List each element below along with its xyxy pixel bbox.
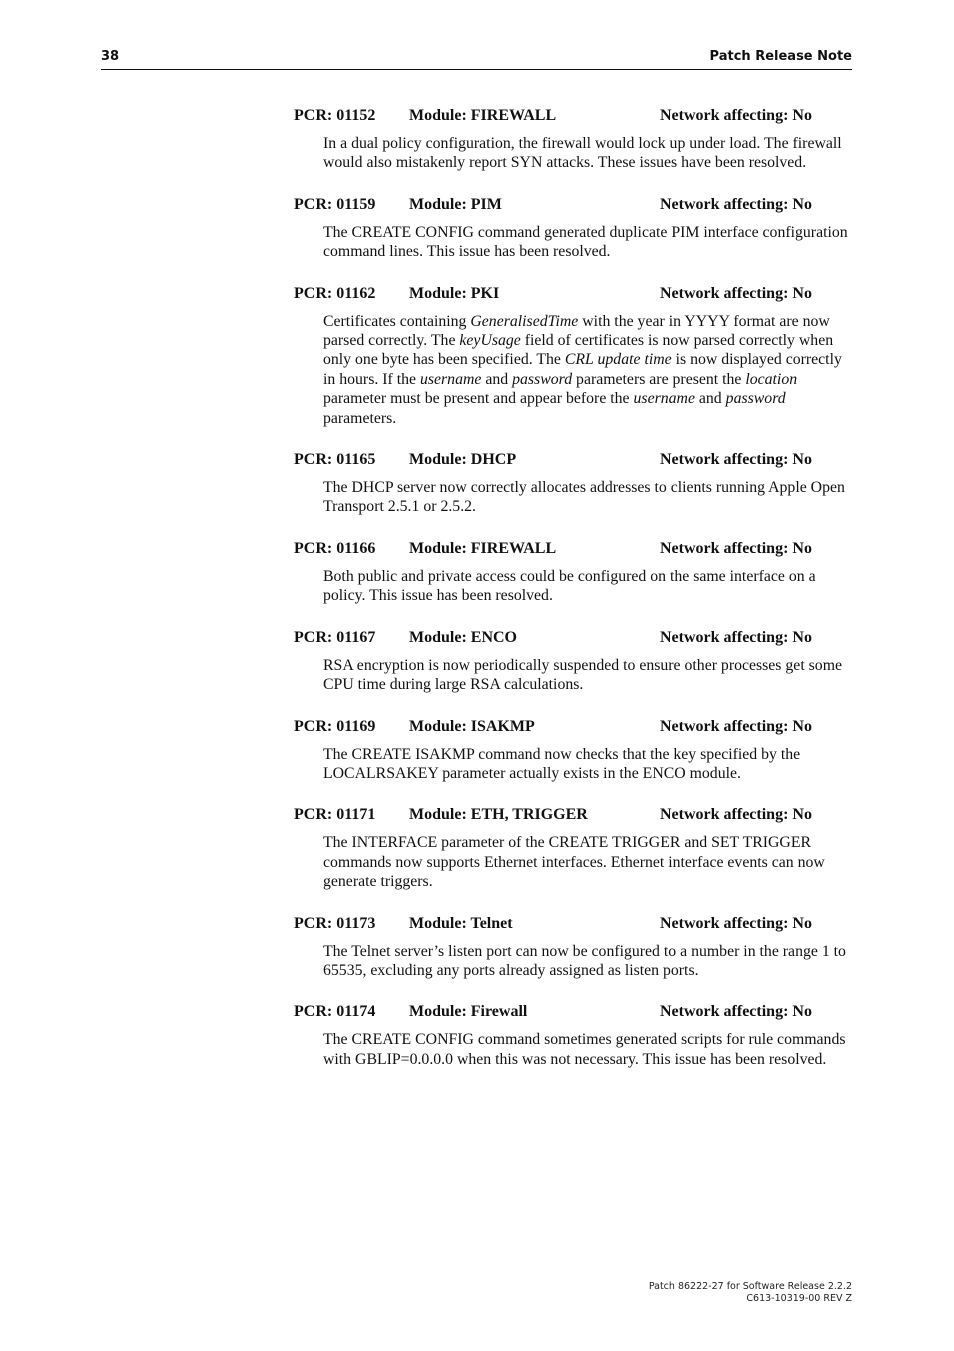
pcr-entry-list (294, 106, 854, 1091)
pcr-entry (294, 717, 854, 784)
module-name: Module: FIREWALL (409, 107, 557, 124)
description-term: username (419, 370, 482, 388)
description-text: Both public and private access could be configured on the same interface on a policy. This issue has been resolved. (323, 567, 816, 605)
pcr-entry-header (294, 106, 854, 126)
description-text: Certificates containing (323, 312, 471, 330)
description-text: with the year in YYYY format are now parsed correctly. The (323, 312, 830, 350)
module-name: Module: Telnet (409, 914, 513, 932)
pcr-entry (294, 539, 854, 606)
network-affecting: Network affecting: No (660, 628, 812, 646)
network-affecting: Network affecting: No (660, 1003, 812, 1021)
pcr-entry (294, 284, 854, 428)
pcr-number: PCR: 01152 (294, 107, 376, 124)
pcr-entry (294, 106, 854, 173)
description-text: The Telnet server’s listen port can now be configured to a number in the range 1 to 65535, excluding any ports already assigned as listen ports. (323, 942, 846, 979)
pcr-description (323, 478, 854, 517)
pcr-entry (294, 1002, 854, 1069)
pcr-number: PCR: 01173 (294, 914, 376, 932)
pcr-entry (294, 805, 854, 891)
network-affecting: Network affecting: No (660, 451, 812, 469)
network-affecting: Network affecting: No (660, 284, 812, 302)
description-text: RSA encryption is now periodically suspended to ensure other processes get some CPU time during large RSA calculations. (323, 656, 842, 694)
pcr-entry (294, 628, 854, 695)
pcr-description (323, 567, 854, 606)
pcr-entry-header (294, 195, 854, 215)
pcr-entry (294, 195, 854, 262)
description-text: The CREATE ISAKMP command now checks that the key specified by the LOCALRSAKEY parameter actually exists in the ENCO module. (323, 745, 801, 782)
module-name: Module: Firewall (409, 1003, 528, 1021)
pcr-description (323, 656, 854, 695)
description-text: and (694, 390, 726, 408)
document-title: Patch Release Note (709, 49, 852, 64)
pcr-description (323, 833, 854, 891)
pcr-number: PCR: 01169 (294, 717, 376, 735)
module-name: Module: PKI (409, 284, 500, 302)
pcr-entry-header (294, 628, 854, 648)
description-text: The INTERFACE parameter of the CREATE TRIGGER and SET TRIGGER commands now supports Ethernet interfaces. Ethernet interface events can now generate triggers. (323, 834, 825, 891)
description-text: and (481, 370, 513, 388)
pcr-description (323, 1030, 854, 1069)
pcr-entry (294, 914, 854, 981)
pcr-entry-header (294, 805, 854, 825)
network-affecting: Network affecting: No (660, 914, 812, 932)
description-term: password (512, 370, 573, 388)
pcr-number: PCR: 01171 (294, 806, 376, 824)
module-name: Module: ENCO (409, 628, 517, 646)
pcr-description (323, 134, 854, 173)
pcr-number: PCR: 01167 (294, 628, 376, 646)
network-affecting: Network affecting: No (660, 539, 812, 557)
footer-doc-code: C613-10319-00 REV Z (746, 1293, 852, 1304)
description-term: username (633, 390, 695, 408)
pcr-entry-header (294, 450, 854, 470)
module-name: Module: ETH, TRIGGER (409, 806, 588, 824)
network-affecting: Network affecting: No (660, 806, 812, 824)
description-text: The CREATE CONFIG command generated duplicate PIM interface configuration command lines. This issue has been resolved. (323, 223, 848, 261)
description-term: GeneralisedTime (470, 312, 579, 330)
pcr-number: PCR: 01166 (294, 539, 376, 557)
pcr-entry (294, 450, 854, 517)
network-affecting: Network affecting: No (660, 107, 812, 124)
pcr-description (323, 745, 854, 784)
description-text: field of certificates is now parsed correctly when only one byte has been specified. The (323, 332, 834, 369)
description-text: In a dual policy configuration, the firewall would lock up under load. The firewall would also mistakenly report SYN attacks. These issues have been resolved. (323, 135, 842, 172)
footer-patch-line: Patch 86222-27 for Software Release 2.2.2 (648, 1281, 852, 1292)
network-affecting: Network affecting: No (660, 195, 812, 213)
page-footer (649, 1281, 852, 1305)
description-term: CRL update time (564, 351, 672, 369)
pcr-number: PCR: 01159 (294, 195, 376, 213)
module-name: Module: FIREWALL (409, 539, 557, 557)
description-term: location (745, 370, 798, 388)
description-text: is now displayed correctly in hours. If the (323, 351, 842, 388)
network-affecting: Network affecting: No (660, 717, 812, 735)
pcr-number: PCR: 01162 (294, 284, 376, 302)
pcr-description (323, 942, 854, 981)
pcr-entry-header (294, 284, 854, 304)
pcr-number: PCR: 01174 (294, 1003, 376, 1021)
description-text: parameters. (323, 409, 397, 427)
pcr-entry-header (294, 1002, 854, 1022)
pcr-entry-header (294, 717, 854, 737)
page-header (101, 47, 852, 70)
description-text: The DHCP server now correctly allocates addresses to clients running Apple Open Transport 2.5.1 or 2.5.2. (323, 479, 845, 516)
pcr-entry-header (294, 914, 854, 934)
module-name: Module: PIM (409, 195, 502, 213)
page-number: 38 (101, 49, 120, 64)
description-text: parameter must be present and appear before the (323, 390, 634, 408)
pcr-entry-header (294, 539, 854, 559)
pcr-number: PCR: 01165 (294, 451, 376, 469)
description-text: The CREATE CONFIG command sometimes generated scripts for rule commands with GBLIP=0.0.0.0 when this was not necessary. This issue has been resolved. (323, 1031, 846, 1068)
description-term: password (725, 390, 786, 408)
module-name: Module: ISAKMP (409, 717, 535, 735)
pcr-description (323, 223, 854, 262)
pcr-description (323, 312, 854, 428)
description-term: keyUsage (459, 332, 521, 350)
module-name: Module: DHCP (409, 451, 517, 469)
description-text: parameters are present the (572, 370, 746, 388)
